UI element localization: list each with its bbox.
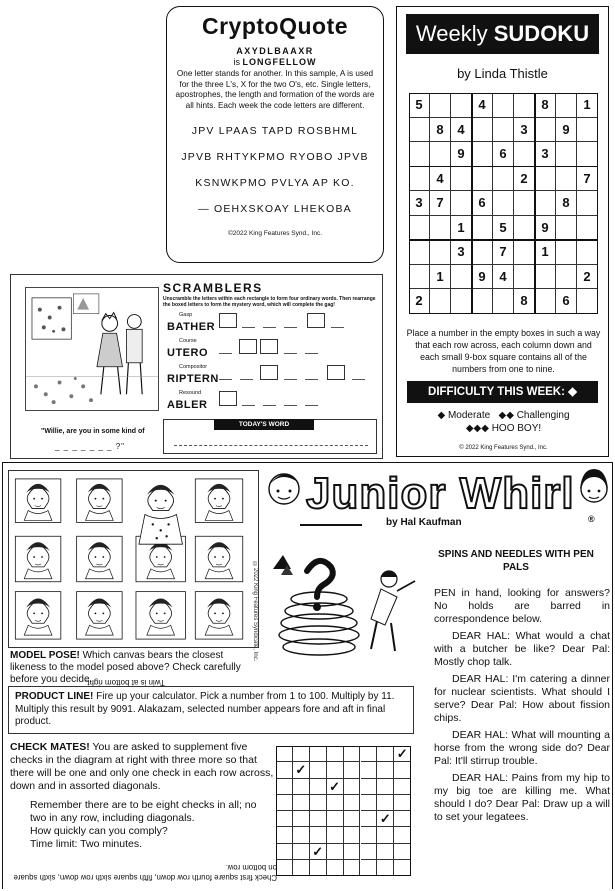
scramblers-clue: Compositor xyxy=(179,364,208,370)
pen-pals-paragraph: PEN in hand, looking for answers? No holds are barred in correspondence below. xyxy=(434,587,610,625)
check-mates-grid xyxy=(276,746,411,876)
scramblers-title: SCRAMBLERS xyxy=(163,281,263,295)
answer-blank[interactable] xyxy=(263,405,276,406)
answer-blank[interactable] xyxy=(284,379,297,380)
scramblers-word: BATHER xyxy=(167,321,216,333)
scramblers-cartoon xyxy=(25,287,159,411)
sudoku-instructions: Place a number in the empty boxes in such a way that each row across, each column down and each small 9-box square contains all of the numbers from one to nine. xyxy=(406,328,601,374)
sudoku-cell: 6 xyxy=(493,142,514,167)
junior-whirl-registered: ® xyxy=(588,514,595,524)
answer-box[interactable] xyxy=(327,365,345,380)
sudoku-cell: 3 xyxy=(451,240,472,265)
sudoku-cell: 1 xyxy=(430,265,451,290)
answer-blank[interactable] xyxy=(352,379,365,380)
answer-blank[interactable] xyxy=(242,405,255,406)
sudoku-frame xyxy=(409,93,598,314)
sudoku-cell: 2 xyxy=(409,289,430,314)
sudoku-copyright: © 2022 King Features Synd., Inc. xyxy=(459,445,548,451)
sudoku-cell: 8 xyxy=(535,93,556,118)
sudoku-cell: 6 xyxy=(556,289,577,314)
answer-blank[interactable] xyxy=(240,379,253,380)
sample-is: is xyxy=(233,57,240,67)
product-line-box xyxy=(8,686,414,734)
cryptoquote-line: KSNWKPMO PVLYA AP KO. xyxy=(195,177,355,189)
answer-blank[interactable] xyxy=(284,353,297,354)
check-mates-body-3: How quickly can you comply? xyxy=(30,825,168,837)
answer-blank[interactable] xyxy=(305,405,318,406)
scramblers-clue: Resound xyxy=(179,390,202,396)
cryptoquote-sample-code: AXYDLBAAXR xyxy=(236,46,314,56)
answer-blank[interactable] xyxy=(331,327,344,328)
level-hoo-boy: ◆◆◆ HOO BOY! xyxy=(465,423,542,434)
product-line-heading: PRODUCT LINE! xyxy=(15,691,94,702)
sudoku-levels xyxy=(405,409,602,435)
pen-pals-text xyxy=(434,587,610,828)
sudoku-cell: 4 xyxy=(493,265,514,290)
sudoku-cell: 2 xyxy=(514,167,535,192)
junior-whirl-side-copyright: ©2022 King Features Syndicate, Inc. xyxy=(252,562,258,662)
sudoku-cell: 8 xyxy=(556,191,577,216)
cryptoquote-rules: One letter stands for another. In this sample, A is used for the three L's, X for the two O's, etc. Single letters, apostrophes, the length and formation of the words are all hints. Each week the code letters are different. xyxy=(175,69,375,110)
answer-blank[interactable] xyxy=(263,327,276,328)
pen-pals-paragraph: DEAR HAL: What will mounting a horse from the wrong side do? Dear Pal: It'll stirrup trouble. xyxy=(434,729,610,767)
answer-box[interactable] xyxy=(260,365,278,380)
sudoku-cell: 6 xyxy=(472,191,493,216)
sudoku-author: by Linda Thistle xyxy=(457,66,548,81)
sudoku-cell: 9 xyxy=(535,216,556,241)
sudoku-cell: 9 xyxy=(556,118,577,143)
scramblers-instructions: Unscramble the letters within each rectangle to form four ordinary words. Then rearrange the boxed letters to form the mystery word, which will complete the gag! xyxy=(163,296,376,308)
sudoku-panel xyxy=(396,6,609,457)
todays-word-blanks[interactable] xyxy=(174,445,368,446)
check-mates-cell[interactable]: ✓ xyxy=(394,746,411,762)
cryptoquote-line: — OEHXSKOAY LHEKOBA xyxy=(198,203,352,215)
spinning-needle-illustration xyxy=(267,541,425,671)
cryptoquote-line: JPV LPAAS TAPD ROSBHML xyxy=(191,125,359,137)
answer-box[interactable] xyxy=(307,313,325,328)
junior-whirl-logo-text: Junior Whirl xyxy=(306,469,575,518)
sudoku-cell: 3 xyxy=(535,142,556,167)
level-moderate: ◆ Moderate xyxy=(437,410,491,421)
level-challenging: ◆◆ Challenging xyxy=(498,410,570,421)
sudoku-cell: 7 xyxy=(577,167,598,192)
sudoku-grid xyxy=(409,93,598,314)
sudoku-cell: 8 xyxy=(514,289,535,314)
sudoku-cell: 5 xyxy=(409,93,430,118)
scramblers-panel xyxy=(10,274,383,459)
todays-word-box[interactable] xyxy=(163,419,377,454)
sudoku-cell: 4 xyxy=(451,118,472,143)
scramblers-caption-blank: _ _ _ _ _ _ _ ?" xyxy=(55,442,125,451)
sudoku-cell: 3 xyxy=(409,191,430,216)
answer-blank[interactable] xyxy=(305,379,318,380)
check-mates-body-2: Remember there are to be eight checks in all; no two in any row, including diagonals. xyxy=(30,799,257,824)
product-line-body: Fire up your calculator. Pick a number from 1 to 100. Multiply by 11. Multiply this result by 9091. Alakazam, selected number appears fore and aft in final product. xyxy=(15,691,395,727)
answer-blank[interactable] xyxy=(242,327,255,328)
check-mates-body-4: Time limit: Two minutes. xyxy=(30,838,143,850)
model-pose-illustration xyxy=(8,470,259,648)
answer-blank[interactable] xyxy=(305,353,318,354)
answer-box[interactable] xyxy=(219,313,237,328)
scramblers-clue: Gasp xyxy=(179,312,193,318)
sudoku-cell: 8 xyxy=(430,118,451,143)
sudoku-cell: 7 xyxy=(430,191,451,216)
check-mates-cell[interactable]: ✓ xyxy=(293,762,310,778)
sudoku-cell: 5 xyxy=(493,216,514,241)
check-mates-text xyxy=(10,741,275,851)
sudoku-cell: 7 xyxy=(493,240,514,265)
pen-pals-paragraph: DEAR HAL: What would a chat with a butcher be like? Dear Pal: Mostly chop talk. xyxy=(434,630,610,668)
answer-blank[interactable] xyxy=(284,405,297,406)
sudoku-cell: 4 xyxy=(430,167,451,192)
junior-whirl-byline: by Hal Kaufman xyxy=(386,517,462,528)
sudoku-title-bold: SUDOKU xyxy=(493,21,590,46)
sudoku-header xyxy=(406,14,599,54)
check-mates-cell[interactable]: ✓ xyxy=(327,779,344,795)
sudoku-cell: 3 xyxy=(514,118,535,143)
check-mates-frame xyxy=(276,746,411,876)
pen-pals-paragraph: DEAR HAL: Pains from my hip to my big toe are killing me. What should I do? Dear Pal: Draw up a will to set your legatees. xyxy=(434,772,610,823)
scramblers-word: RIPTERN xyxy=(167,373,219,385)
sudoku-cell: 2 xyxy=(577,265,598,290)
answer-blank[interactable] xyxy=(219,379,232,380)
answer-box[interactable] xyxy=(260,339,278,354)
pen-pals-title: SPINS AND NEEDLES WITH PEN PALS xyxy=(438,549,594,573)
model-pose-body: Which canvas bears the closest likeness to the model posed above? Check carefully before you decide. xyxy=(10,650,241,685)
pen-pals-paragraph: DEAR HAL: I'm catering a dinner for nuclear scientists. What should I serve? Dear Pal: How about fission chips. xyxy=(434,673,610,724)
sudoku-title-light: Weekly xyxy=(415,21,494,46)
sudoku-cell: 1 xyxy=(451,216,472,241)
scramblers-caption: "Willie, are you in some kind of xyxy=(41,428,145,435)
sample-answer-word: LONGFELLOW xyxy=(242,57,317,67)
sudoku-cell: 4 xyxy=(472,93,493,118)
sudoku-difficulty: DIFFICULTY THIS WEEK: ◆ xyxy=(407,381,598,403)
check-mates-answer: Check first square fourth row down, fifth square sixth row down, sixth square on bottom row. xyxy=(13,863,277,882)
cryptoquote-line: JPVB RHTYKPMO RYOBO JPVB xyxy=(181,151,369,163)
junior-whirl-rule xyxy=(300,524,362,526)
cryptoquote-sample-answer xyxy=(175,57,375,67)
model-pose-answer: Twin is at bottom right. xyxy=(85,678,166,687)
answer-box[interactable] xyxy=(239,339,257,354)
cryptoquote-title: CryptoQuote xyxy=(201,13,349,39)
cryptoquote-panel xyxy=(166,6,384,263)
sudoku-cell: 9 xyxy=(451,142,472,167)
check-mates-body: You are asked to supplement five checks in the diagram at right with three more so that there will be one and only one check in each row across, down and in assorted diagonals. xyxy=(10,741,274,792)
answer-blank[interactable] xyxy=(284,327,297,328)
scramblers-clue: Course xyxy=(179,338,197,344)
sudoku-cell: 1 xyxy=(535,240,556,265)
check-mates-cell[interactable]: ✓ xyxy=(310,844,327,860)
scramblers-word: UTERO xyxy=(167,347,208,359)
scramblers-word: ABLER xyxy=(167,399,208,411)
cryptoquote-copyright: ©2022 King Features Synd., Inc. xyxy=(227,230,323,237)
answer-box[interactable] xyxy=(219,391,237,406)
sudoku-cell: 1 xyxy=(577,93,598,118)
check-mates-heading: CHECK MATES! xyxy=(10,741,90,753)
model-pose-heading: MODEL POSE! xyxy=(10,650,80,661)
check-mates-cell[interactable]: ✓ xyxy=(377,811,394,827)
todays-word-label: TODAY'S WORD xyxy=(214,419,314,430)
answer-blank[interactable] xyxy=(219,353,232,354)
sudoku-cell: 9 xyxy=(472,265,493,290)
